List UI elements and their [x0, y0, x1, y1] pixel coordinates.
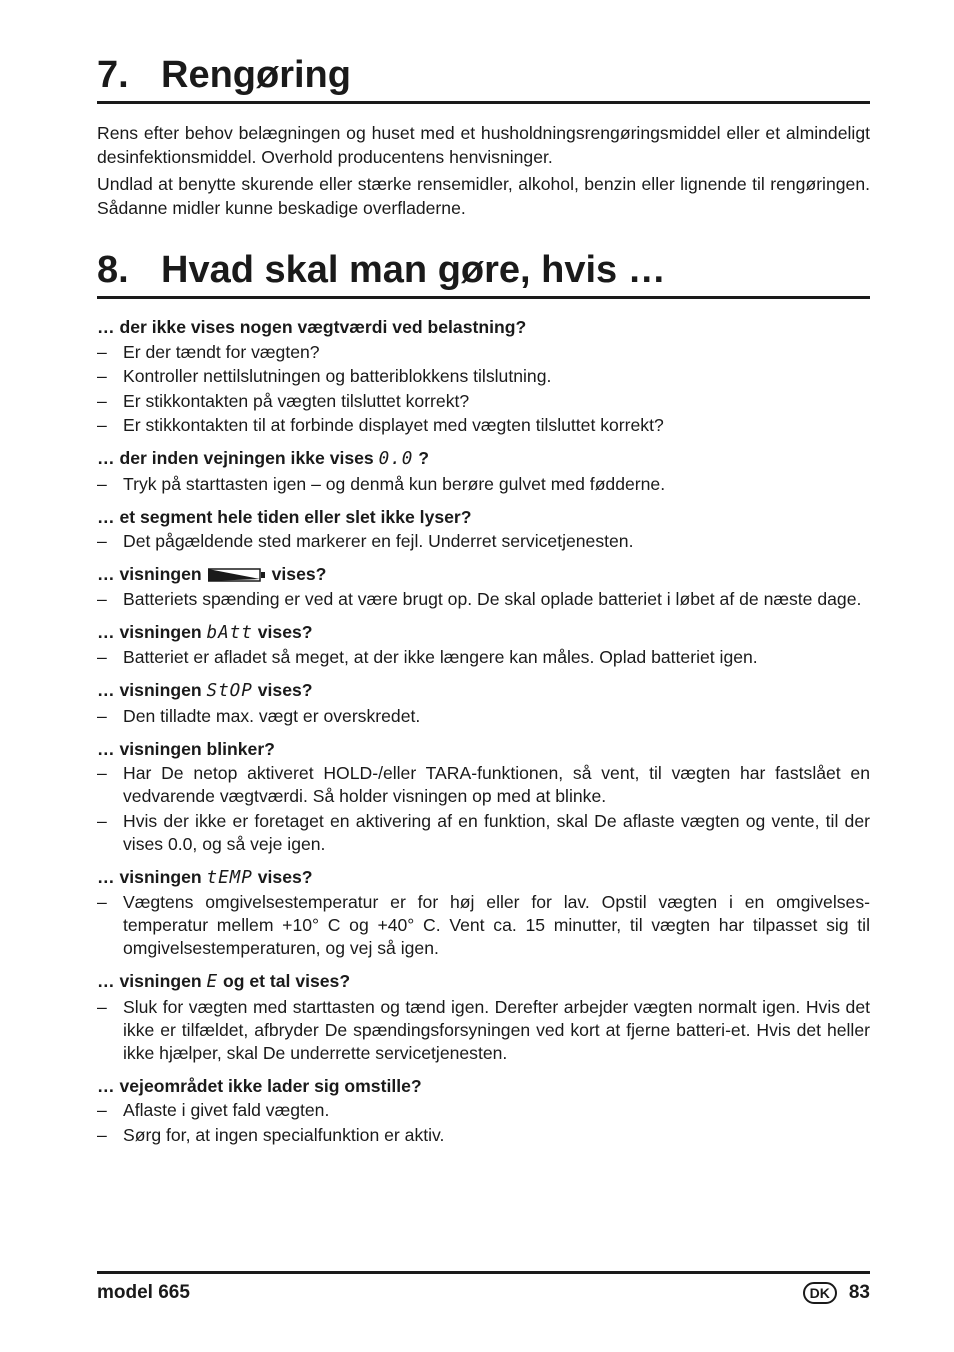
- answer-list: [97, 530, 870, 553]
- answer-list: [97, 762, 870, 856]
- faq-question: [97, 1074, 870, 1098]
- dash-bullet: –: [97, 341, 107, 362]
- faq-question: [97, 620, 870, 645]
- answer-text: Hvis der ikke er foretaget en aktivering af en funktion, skal De aflaste vægten og vente, til der vises 0.0, og så veje igen.: [123, 810, 870, 854]
- section-7-heading: [97, 55, 870, 104]
- answer-item: [97, 414, 870, 437]
- faq-item: [97, 620, 870, 670]
- question-text: … et segment hele tiden eller slet ikke lyser?: [97, 506, 472, 527]
- answer-item: [97, 996, 870, 1065]
- answer-list: [97, 1099, 870, 1147]
- answer-text: Er stikkontakten på vægten tilsluttet korrekt?: [123, 390, 470, 411]
- dash-bullet: –: [97, 473, 107, 494]
- intro-text: [97, 121, 870, 220]
- answer-text: Tryk på starttasten igen – og denmå kun berøre gulvet med fødderne.: [123, 473, 666, 494]
- answer-text: Er stikkontakten til at forbinde displayet med vægten tilsluttet korrekt?: [123, 415, 664, 435]
- answer-text: Har De netop aktiveret HOLD-/eller TARA-funktionen, så vent, til vægten har fastslået en vedvarende vægtværdi. Så holder visningen op med at blinke.: [123, 763, 870, 806]
- dash-bullet: –: [97, 647, 107, 667]
- answer-list: [97, 705, 870, 728]
- answer-list: [97, 996, 870, 1065]
- question-text: … visningen: [97, 971, 207, 991]
- answer-text: Det pågældende sted markerer en fejl. Underret servicetjenesten.: [123, 531, 634, 551]
- answer-list: [97, 891, 870, 960]
- question-text: … visningen: [97, 621, 207, 642]
- section-number: 8.: [97, 249, 129, 291]
- faq-question: [97, 505, 870, 529]
- page-footer: [97, 1271, 870, 1304]
- dash-bullet: –: [97, 390, 107, 411]
- question-text-end: vises?: [252, 621, 313, 642]
- faq-question: [97, 678, 870, 703]
- answer-item: [97, 390, 870, 413]
- display-segment-text: bAtt: [206, 622, 253, 643]
- faq-item: [97, 505, 870, 554]
- dash-bullet: –: [97, 810, 107, 831]
- faq-item: [97, 737, 870, 856]
- faq-item: [97, 446, 870, 496]
- display-segment-text: StOP: [206, 681, 253, 701]
- answer-item: [97, 473, 870, 496]
- battery-low-icon: [208, 567, 266, 583]
- answer-text: Er der tændt for vægten?: [123, 341, 320, 362]
- question-text-end: vises?: [252, 680, 313, 700]
- dash-bullet: –: [97, 705, 107, 726]
- faq-question: [97, 737, 870, 761]
- answer-item: [97, 646, 870, 669]
- answer-list: [97, 646, 870, 669]
- faq-list: [97, 315, 870, 1156]
- dash-bullet: –: [97, 763, 107, 783]
- footer-right: [803, 1282, 870, 1304]
- dash-bullet: –: [97, 996, 107, 1017]
- faq-question: [97, 315, 870, 339]
- paragraph: Undlad at benytte skurende eller stærke rensemidler, alkohol, benzin eller lignende til rengøringen. Sådanne midler kunne beskadige overfladerne.: [97, 174, 870, 218]
- answer-item: [97, 1099, 870, 1122]
- faq-question: [97, 562, 870, 586]
- answer-item: [97, 705, 870, 728]
- faq-item: [97, 315, 870, 437]
- faq-question: [97, 446, 870, 471]
- section-8-heading: [97, 250, 870, 299]
- paragraph: Rens efter behov belægningen og huset med et husholdningsrengøringsmiddel eller et almindeligt desinfektionsmiddel. Overhold producentens henvisninger.: [97, 123, 870, 167]
- answer-text: Sluk for vægten med starttasten og tænd igen. Derefter arbejder vægten normalt igen. Hvis det ikke er tilfældet, afbryder De spændingsforsyningen ved kort at fjerne batteri-et. Hvis det heller ikke hjælper, skal De underrette servicetjenesten.: [123, 996, 870, 1063]
- answer-item: [97, 341, 870, 364]
- answer-list: [97, 341, 870, 438]
- model-label: model 665: [97, 1282, 190, 1303]
- dash-bullet: –: [97, 531, 107, 551]
- answer-item: [97, 762, 870, 808]
- question-text: … visningen: [97, 866, 207, 887]
- question-text: … visningen: [97, 680, 207, 700]
- language-badge: DK: [803, 1282, 837, 1304]
- faq-question: [97, 865, 870, 890]
- answer-text: Vægtens omgivelsestemperatur er for høj eller for lav. Opstil vægten i en omgivelses-temperatur mellem +10° C og +40° C. Vent ca. 15 minutter, til vægten har tilpasset sig til omgivelsestemperaturen, og vej så igen.: [123, 892, 870, 958]
- question-text-end: ?: [413, 448, 430, 468]
- answer-text: Den tilladte max. vægt er overskredet.: [123, 705, 421, 726]
- dash-bullet: –: [97, 1100, 107, 1120]
- question-text-end: vises?: [271, 564, 327, 584]
- display-segment-text: tEMP: [206, 867, 253, 888]
- dash-bullet: –: [97, 1124, 107, 1145]
- answer-text: Sørg for, at ingen specialfunktion er aktiv.: [123, 1124, 445, 1145]
- answer-text: Batteriet er afladet så meget, at der ikke længere kan måles. Oplad batteriet igen.: [123, 647, 758, 667]
- question-text-end: vises?: [252, 866, 313, 887]
- faq-item: [97, 865, 870, 961]
- answer-item: [97, 810, 870, 856]
- answer-text: Aflaste i givet fald vægten.: [123, 1100, 330, 1120]
- faq-item: [97, 1074, 870, 1147]
- faq-item: [97, 562, 870, 611]
- question-text: … der inden vejningen ikke vises: [97, 448, 379, 468]
- question-text: … der ikke vises nogen vægtværdi ved belastning?: [97, 317, 527, 337]
- display-segment-text: 0.0: [378, 449, 414, 469]
- faq-question: [97, 969, 870, 994]
- question-text: … visningen blinker?: [97, 738, 275, 759]
- section-title: Rengøring: [161, 54, 351, 96]
- dash-bullet: –: [97, 415, 107, 435]
- answer-item: [97, 365, 870, 388]
- dash-bullet: –: [97, 588, 107, 609]
- faq-item: [97, 969, 870, 1065]
- section-title: Hvad skal man gøre, hvis …: [161, 249, 666, 291]
- answer-text: Kontroller nettilslutningen og batteriblokkens tilslutning.: [123, 366, 552, 386]
- dash-bullet: –: [97, 892, 107, 912]
- display-segment-text: E: [206, 972, 219, 992]
- answer-list: [97, 588, 870, 611]
- question-text: … visningen: [97, 564, 202, 584]
- answer-item: [97, 588, 870, 611]
- page-number: 83: [848, 1282, 870, 1303]
- answer-item: [97, 530, 870, 553]
- answer-list: [97, 473, 870, 496]
- answer-text: Batteriets spænding er ved at være brugt op. De skal oplade batteriet i løbet af de næste dage.: [123, 588, 862, 609]
- answer-item: [97, 891, 870, 960]
- faq-item: [97, 678, 870, 728]
- question-text-end: og et tal vises?: [218, 971, 351, 991]
- dash-bullet: –: [97, 366, 107, 386]
- answer-item: [97, 1124, 870, 1147]
- section-number: 7.: [97, 54, 129, 96]
- question-text: … vejeområdet ikke lader sig omstille?: [97, 1075, 422, 1096]
